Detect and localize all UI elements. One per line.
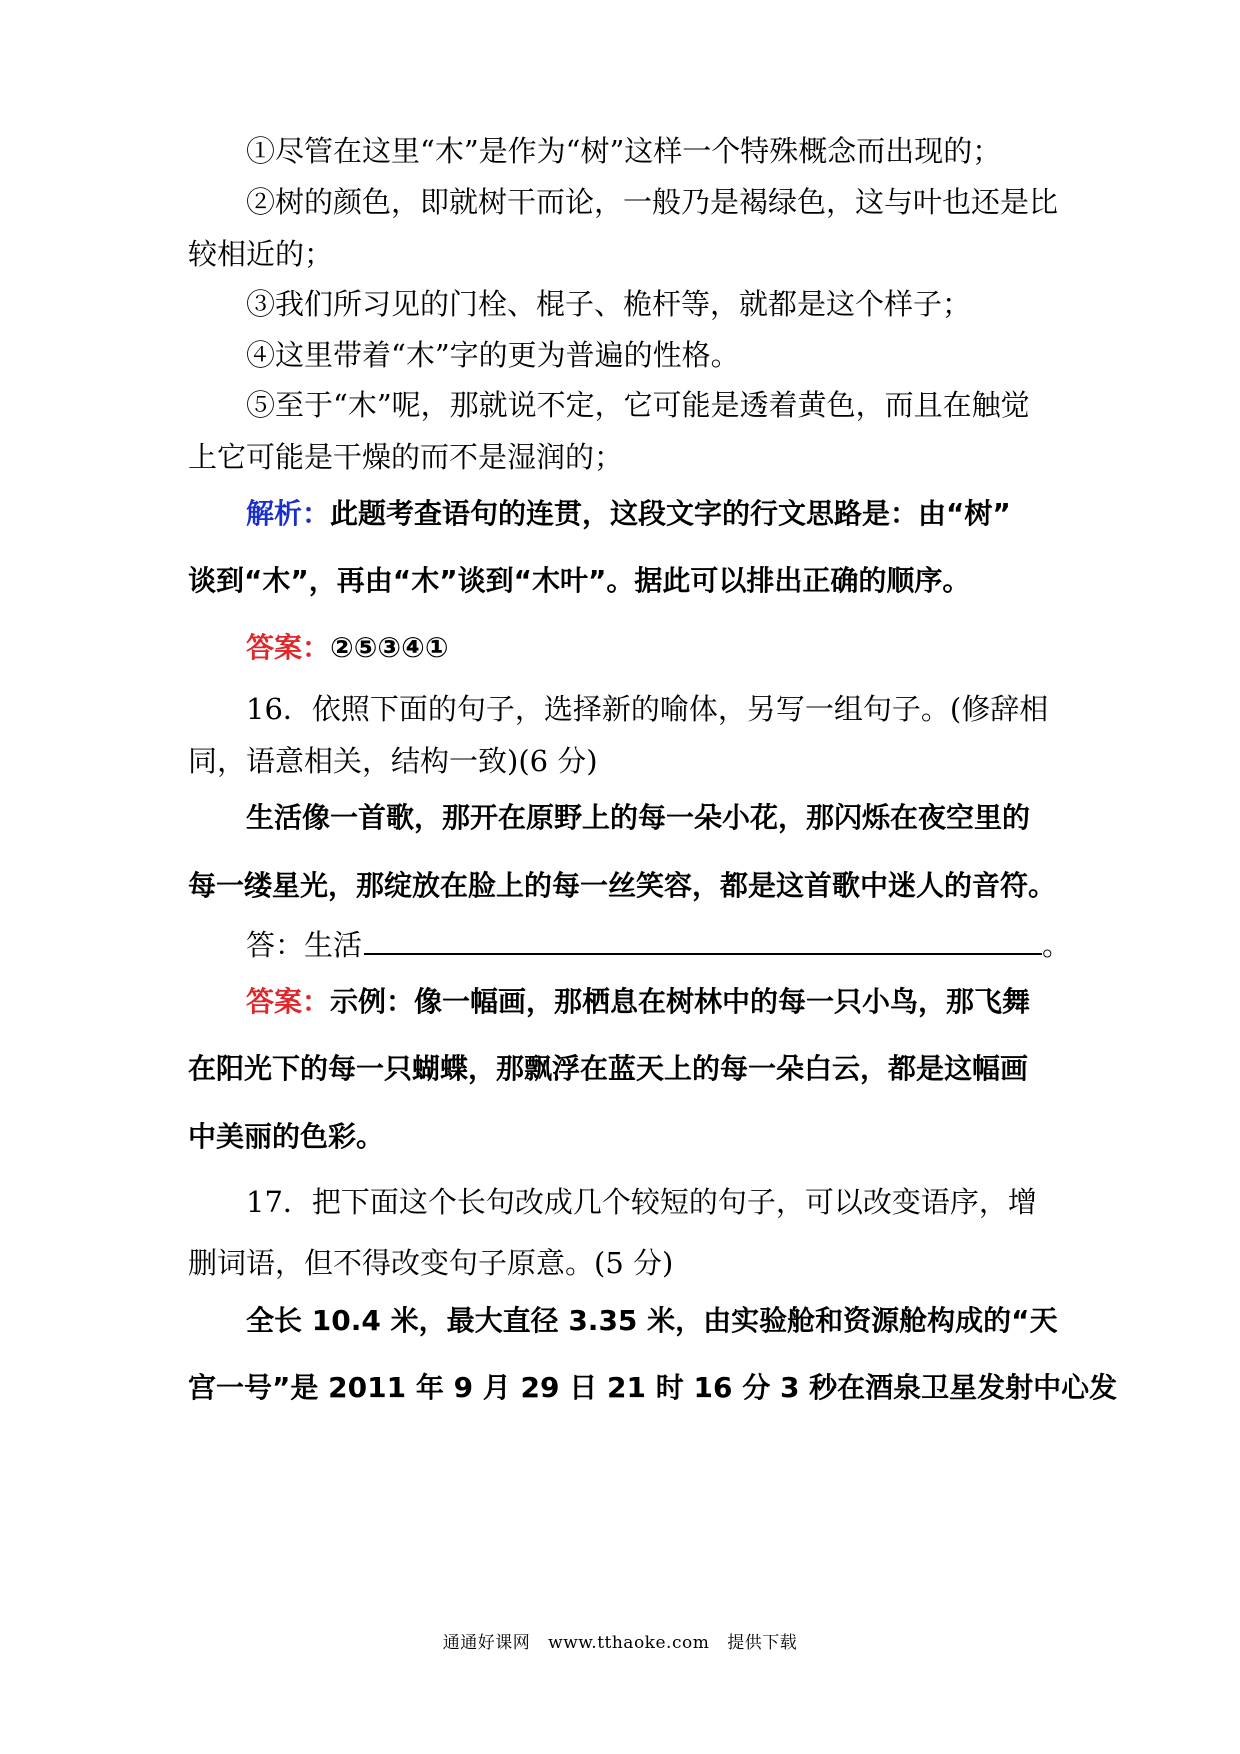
sentence-3: ③我们所习见的门栓、棍子、桅杆等，就都是这个样子； <box>246 287 972 321</box>
answer-16-line-2: 在阳光下的每一只蝴蝶，那飘浮在蓝天上的每一朵白云，都是这幅画 <box>188 1052 1029 1085</box>
analysis-label: 解析： <box>246 497 331 530</box>
footer-url[interactable]: www.tthaoke.com <box>548 1633 710 1653</box>
sentence-2-line-1: ②树的颜色，即就树干而论，一般乃是褐绿色，这与叶也还是比 <box>246 185 1059 219</box>
analysis-line-2: 谈到“木”，再由“木”谈到“木叶”。据此可以排出正确的顺序。 <box>188 564 971 597</box>
q16-answer-blank[interactable] <box>364 923 1042 955</box>
answer-16-line-1 <box>188 964 1058 1039</box>
q16-answer-suffix: 。 <box>1042 928 1072 962</box>
answer-15-label: 答案： <box>246 631 331 664</box>
sentence-4: ④这里带着“木”字的更为普遍的性格。 <box>246 338 740 372</box>
footer-site-name: 通通好课网 <box>442 1633 531 1653</box>
question-16-line-1: 16．依照下面的句子，选择新的喻体，另写一组句子。(修辞相 <box>246 692 1049 726</box>
sentence-5-line-2: 上它可能是干燥的而不是湿润的； <box>188 440 624 474</box>
analysis-line-1 <box>188 476 1058 551</box>
answer-15-value: ②⑤③④① <box>330 631 449 664</box>
answer-16-line-3: 中美丽的色彩。 <box>188 1120 385 1153</box>
q16-answer-prefix: 答：生活 <box>246 928 363 962</box>
analysis-text-1: 此题考查语句的连贯，这段文字的行文思路是：由“树” <box>330 497 1011 530</box>
q17-text-line-1: 全长 10.4 米，最大直径 3.35 米，由实验舱和资源舱构成的“天 <box>246 1304 1058 1337</box>
answer-16-text-1: 示例：像一幅画，那栖息在树林中的每一只小鸟，那飞舞 <box>330 985 1031 1018</box>
answer-15 <box>188 610 1058 685</box>
footer-note: 提供下载 <box>727 1633 798 1653</box>
q17-text-line-2: 宫一号”是 2011 年 9 月 29 日 21 时 16 分 3 秒在酒泉卫星发射中心发 <box>188 1371 1118 1404</box>
question-16-line-2: 同，语意相关，结构一致)(6 分) <box>188 744 598 778</box>
sentence-1: ①尽管在这里“木”是作为“树”这样一个特殊概念而出现的； <box>246 134 1002 168</box>
q16-example-line-1: 生活像一首歌，那开在原野上的每一朵小花，那闪烁在夜空里的 <box>246 801 1031 834</box>
question-17-line-2: 删词语，但不得改变句子原意。(5 分) <box>188 1246 674 1280</box>
sentence-5-line-1: ⑤至于“木”呢，那就说不定，它可能是透着黄色，而且在触觉 <box>246 388 1030 422</box>
page-footer <box>0 1628 1240 1653</box>
answer-16-label: 答案： <box>246 985 331 1018</box>
question-17-line-1: 17．把下面这个长句改成几个较短的句子，可以改变语序，增 <box>246 1185 1037 1219</box>
sentence-2-line-2: 较相近的； <box>188 237 334 271</box>
q16-example-line-2: 每一缕星光，那绽放在脸上的每一丝笑容，都是这首歌中迷人的音符。 <box>188 869 1057 902</box>
